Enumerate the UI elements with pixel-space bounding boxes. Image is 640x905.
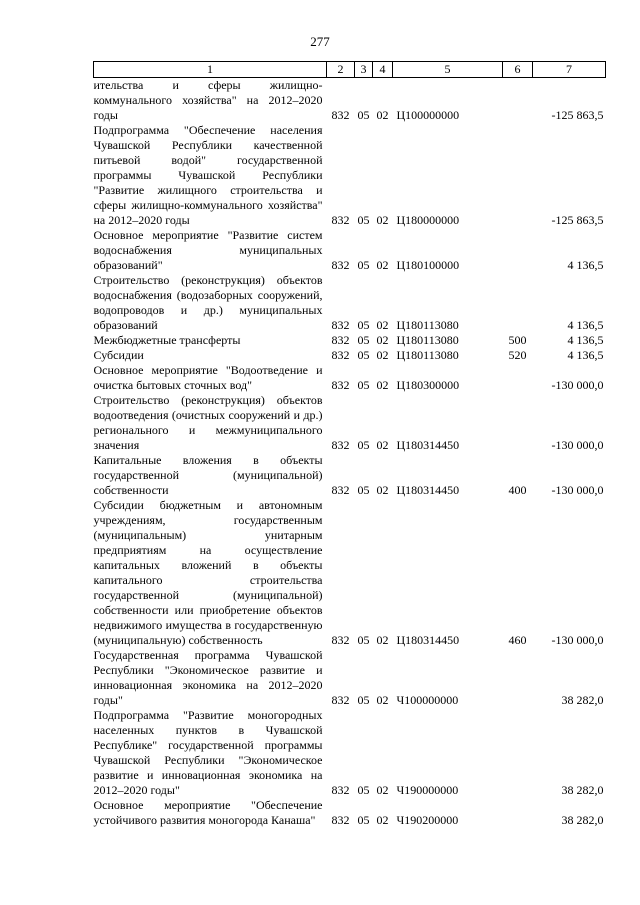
row-section-code: 05 — [357, 693, 370, 707]
table-row — [94, 363, 606, 393]
row-ministry-code: 832 — [331, 378, 350, 392]
row-amount: -125 863,5 — [551, 108, 604, 122]
row-name: Основное мероприятие "Водоотведение и очистка бытовых сточных вод" — [93, 363, 323, 392]
row-ministry-code: 832 — [331, 318, 350, 332]
row-expense-type — [503, 78, 533, 124]
row-target-article: Ц180314450 — [396, 438, 460, 452]
row-amount: -130 000,0 — [551, 483, 604, 497]
row-amount: 38 282,0 — [561, 783, 604, 797]
row-expense-type — [503, 648, 533, 708]
row-ministry-code: 832 — [331, 258, 350, 272]
column-header: 6 — [503, 62, 533, 78]
row-section-code: 05 — [357, 213, 370, 227]
row-name: Государственная программа Чувашской Республики "Экономическое развитие и инновационная экономика на 2012–2020 годы" — [93, 648, 323, 707]
row-name: ительства и сферы жилищно-коммунального хозяйства" на 2012–2020 годы — [93, 78, 323, 122]
table-row — [94, 123, 606, 228]
row-name: Субсидии бюджетным и автономным учреждениям, государственным (муниципальным) унитарным предприятиям на осуществление капитальных вложений в объекты капитального строительства государственной (муниципальной) собственности или приобретение объектов недвижимого имущества в государственную (муниципальную) собственность — [93, 498, 323, 647]
table-row — [94, 78, 606, 124]
row-section-code: 05 — [357, 633, 370, 647]
row-section-code: 05 — [357, 438, 370, 452]
row-ministry-code: 832 — [331, 438, 350, 452]
row-ministry-code: 832 — [331, 333, 350, 347]
column-header: 3 — [355, 62, 373, 78]
row-ministry-code: 832 — [331, 693, 350, 707]
row-section-code: 05 — [357, 483, 370, 497]
row-name: Строительство (реконструкция) объектов водоотведения (очистных сооружений и др.) регионального и межмуниципального значения — [93, 393, 323, 452]
row-target-article: Ч100000000 — [396, 693, 459, 707]
row-expense-type — [503, 123, 533, 228]
row-section-code: 05 — [357, 813, 370, 827]
row-target-article: Ц180113080 — [396, 348, 459, 362]
row-subsection-code: 02 — [376, 213, 389, 227]
row-name: Капитальные вложения в объекты государственной (муниципальной) собственности — [93, 453, 323, 497]
table-row — [94, 453, 606, 498]
row-target-article: Ц100000000 — [396, 108, 460, 122]
row-section-code: 05 — [357, 258, 370, 272]
row-amount: -130 000,0 — [551, 378, 604, 392]
table-row — [94, 393, 606, 453]
row-section-code: 05 — [357, 783, 370, 797]
row-expense-type: 520 — [508, 348, 527, 362]
row-subsection-code: 02 — [376, 693, 389, 707]
row-subsection-code: 02 — [376, 108, 389, 122]
row-name: Субсидии — [93, 348, 144, 362]
row-subsection-code: 02 — [376, 378, 389, 392]
row-target-article: Ц180113080 — [396, 333, 459, 347]
row-amount: 4 136,5 — [567, 348, 604, 362]
row-target-article: Ц180314450 — [396, 483, 460, 497]
table-row — [94, 273, 606, 333]
row-subsection-code: 02 — [376, 783, 389, 797]
table-row — [94, 708, 606, 798]
row-amount: -125 863,5 — [551, 213, 604, 227]
column-header: 4 — [373, 62, 393, 78]
row-subsection-code: 02 — [376, 348, 389, 362]
row-section-code: 05 — [357, 378, 370, 392]
page-number: 277 — [310, 34, 330, 49]
row-amount: 4 136,5 — [567, 258, 604, 272]
row-target-article: Ц180314450 — [396, 633, 460, 647]
row-subsection-code: 02 — [376, 258, 389, 272]
column-header: 5 — [393, 62, 503, 78]
row-name: Строительство (реконструкция) объектов водоснабжения (водозаборных сооружений, водопроводов и др.) муниципальных образований — [93, 273, 323, 332]
row-expense-type — [503, 273, 533, 333]
row-subsection-code: 02 — [376, 813, 389, 827]
row-subsection-code: 02 — [376, 333, 389, 347]
row-ministry-code: 832 — [331, 348, 350, 362]
row-ministry-code: 832 — [331, 213, 350, 227]
row-amount: 4 136,5 — [567, 318, 604, 332]
table-row — [94, 228, 606, 273]
table-row — [94, 648, 606, 708]
row-subsection-code: 02 — [376, 483, 389, 497]
row-section-code: 05 — [357, 333, 370, 347]
table-row — [94, 333, 606, 348]
row-name: Подпрограмма "Развитие моногородных населенных пунктов в Чувашской Республике" государственной программы Чувашской Республики "Экономическое развитие и инновационная экономика на 2012–2020 годы" — [93, 708, 323, 797]
row-name: Основное мероприятие "Развитие систем водоснабжения муниципальных образований" — [93, 228, 323, 272]
row-expense-type: 400 — [508, 483, 527, 497]
row-ministry-code: 832 — [331, 483, 350, 497]
table-row — [94, 798, 606, 828]
row-amount: 38 282,0 — [561, 693, 604, 707]
row-expense-type: 500 — [508, 333, 527, 347]
column-header: 7 — [533, 62, 606, 78]
row-expense-type: 460 — [508, 633, 527, 647]
table-header-row — [94, 62, 606, 78]
row-amount: 38 282,0 — [561, 813, 604, 827]
row-section-code: 05 — [357, 318, 370, 332]
row-expense-type — [503, 228, 533, 273]
row-section-code: 05 — [357, 108, 370, 122]
row-section-code: 05 — [357, 348, 370, 362]
row-expense-type — [503, 393, 533, 453]
row-subsection-code: 02 — [376, 633, 389, 647]
row-name: Межбюджетные трансферты — [93, 333, 241, 347]
column-header: 1 — [94, 62, 327, 78]
row-target-article: Ц180100000 — [396, 258, 460, 272]
row-target-article: Ц180000000 — [396, 213, 460, 227]
row-target-article: Ц180113080 — [396, 318, 459, 332]
row-ministry-code: 832 — [331, 108, 350, 122]
row-target-article: Ч190000000 — [396, 783, 459, 797]
row-subsection-code: 02 — [376, 438, 389, 452]
row-ministry-code: 832 — [331, 633, 350, 647]
row-subsection-code: 02 — [376, 318, 389, 332]
column-header: 2 — [327, 62, 355, 78]
row-ministry-code: 832 — [331, 813, 350, 827]
row-expense-type — [503, 708, 533, 798]
row-name: Подпрограмма "Обеспечение населения Чувашской Республики качественной питьевой водой" государственной программы Чувашской Республики "Развитие жилищного строительства и сферы жилищно-коммунального хозяйства" на 2012–2020 годы — [93, 123, 323, 227]
row-amount: -130 000,0 — [551, 438, 604, 452]
row-target-article: Ч190200000 — [396, 813, 459, 827]
row-ministry-code: 832 — [331, 783, 350, 797]
row-amount: -130 000,0 — [551, 633, 604, 647]
table-row — [94, 348, 606, 363]
row-amount: 4 136,5 — [567, 333, 604, 347]
row-name: Основное мероприятие "Обеспечение устойчивого развития моногорода Канаша" — [93, 798, 323, 827]
budget-table — [93, 61, 606, 828]
row-target-article: Ц180300000 — [396, 378, 460, 392]
table-row — [94, 498, 606, 648]
row-expense-type — [503, 798, 533, 828]
row-expense-type — [503, 363, 533, 393]
